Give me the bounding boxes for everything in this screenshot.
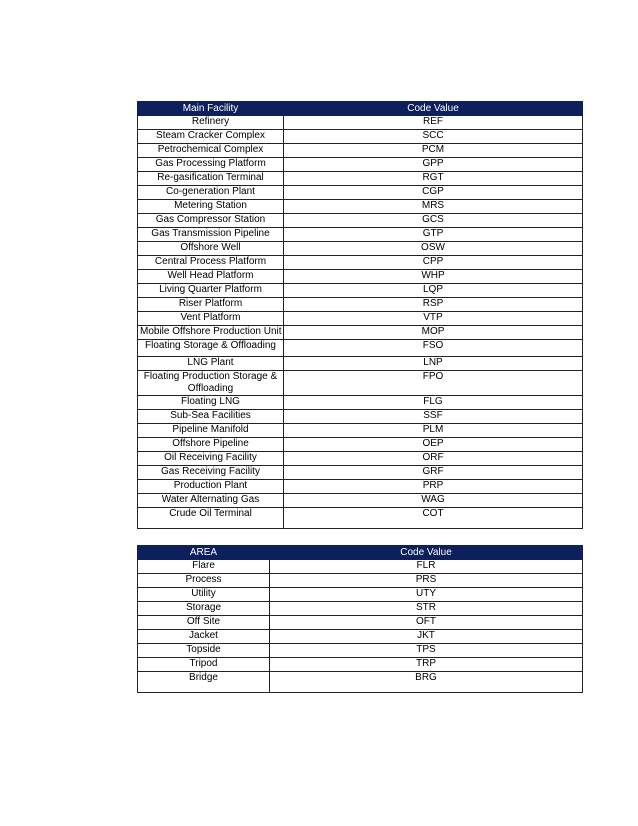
table-row [138, 298, 583, 312]
code-value-cell: OEP [284, 438, 583, 452]
code-value-cell: OSW [284, 242, 583, 256]
facility-name-cell: Riser Platform [138, 298, 284, 312]
column-header-code-value: Code Value [284, 102, 583, 116]
column-header-area: AREA [138, 546, 270, 560]
facility-name-cell: Steam Cracker Complex [138, 130, 284, 144]
facility-name-cell: Floating Storage & Offloading [138, 340, 284, 357]
code-value-cell: FSO [284, 340, 583, 357]
facility-name-cell: Refinery [138, 116, 284, 130]
code-value-cell: GTP [284, 228, 583, 242]
code-value-cell: REF [284, 116, 583, 130]
facility-name-cell: Gas Transmission Pipeline [138, 228, 284, 242]
area-name-cell: Bridge [138, 672, 270, 693]
table-row [138, 144, 583, 158]
table-row [138, 270, 583, 284]
facility-name-cell: Well Head Platform [138, 270, 284, 284]
code-value-cell: WHP [284, 270, 583, 284]
area-name-cell: Utility [138, 588, 270, 602]
area-name-cell: Topside [138, 644, 270, 658]
table-row [138, 357, 583, 371]
table-row [138, 242, 583, 256]
code-value-cell: TPS [270, 644, 583, 658]
code-value-cell: FLR [270, 560, 583, 574]
code-value-cell: FLG [284, 396, 583, 410]
facility-name-cell: Living Quarter Platform [138, 284, 284, 298]
table-row [138, 672, 583, 693]
area-name-cell: Process [138, 574, 270, 588]
code-value-cell: COT [284, 508, 583, 529]
area-name-cell: Storage [138, 602, 270, 616]
code-value-cell: ORF [284, 452, 583, 466]
facility-name-cell: Gas Receiving Facility [138, 466, 284, 480]
facility-name-cell: Production Plant [138, 480, 284, 494]
table-row [138, 644, 583, 658]
area-code-table [137, 545, 583, 693]
table-row [138, 588, 583, 602]
table-header-row [138, 546, 583, 560]
code-value-cell: PRS [270, 574, 583, 588]
code-value-cell: TRP [270, 658, 583, 672]
code-value-cell: STR [270, 602, 583, 616]
table-row [138, 284, 583, 298]
table-row [138, 494, 583, 508]
code-value-cell: WAG [284, 494, 583, 508]
facility-name-cell: Offshore Well [138, 242, 284, 256]
facility-name-cell: Vent Platform [138, 312, 284, 326]
area-name-cell: Tripod [138, 658, 270, 672]
code-value-cell: CGP [284, 186, 583, 200]
table-row [138, 480, 583, 494]
code-value-cell: PCM [284, 144, 583, 158]
code-value-cell: MRS [284, 200, 583, 214]
table-row [138, 326, 583, 340]
table-row [138, 256, 583, 270]
table-row [138, 371, 583, 396]
table-row [138, 172, 583, 186]
code-value-cell: PLM [284, 424, 583, 438]
code-value-cell: OFT [270, 616, 583, 630]
table-row [138, 116, 583, 130]
column-header-main-facility: Main Facility [138, 102, 284, 116]
code-value-cell: GCS [284, 214, 583, 228]
table-row [138, 200, 583, 214]
area-name-cell: Jacket [138, 630, 270, 644]
table-row [138, 508, 583, 529]
code-value-cell: SCC [284, 130, 583, 144]
facility-name-cell: Re-gasification Terminal [138, 172, 284, 186]
facility-name-cell: Floating LNG [138, 396, 284, 410]
table-row [138, 228, 583, 242]
facility-name-cell: Metering Station [138, 200, 284, 214]
facility-name-cell: Central Process Platform [138, 256, 284, 270]
code-value-cell: LQP [284, 284, 583, 298]
table-row [138, 630, 583, 644]
table-row [138, 438, 583, 452]
facility-name-cell: Gas Processing Platform [138, 158, 284, 172]
facility-name-cell: Gas Compressor Station [138, 214, 284, 228]
table-row [138, 560, 583, 574]
table-row [138, 214, 583, 228]
code-value-cell: CPP [284, 256, 583, 270]
facility-name-cell: Pipeline Manifold [138, 424, 284, 438]
code-value-cell: UTY [270, 588, 583, 602]
facility-name-cell: Offshore Pipeline [138, 438, 284, 452]
code-value-cell: JKT [270, 630, 583, 644]
column-header-code-value: Code Value [270, 546, 583, 560]
table-row [138, 424, 583, 438]
code-value-cell: VTP [284, 312, 583, 326]
facility-name-cell: Oil Receiving Facility [138, 452, 284, 466]
code-value-cell: BRG [270, 672, 583, 693]
facility-name-cell: LNG Plant [138, 357, 284, 371]
table-row [138, 158, 583, 172]
code-value-cell: GRF [284, 466, 583, 480]
table-row [138, 616, 583, 630]
code-value-cell: LNP [284, 357, 583, 371]
facility-name-cell: Water Alternating Gas [138, 494, 284, 508]
facility-name-cell: Petrochemical Complex [138, 144, 284, 158]
code-value-cell: RGT [284, 172, 583, 186]
code-value-cell: RSP [284, 298, 583, 312]
table-header-row [138, 102, 583, 116]
facility-name-cell: Floating Production Storage & Offloading [138, 371, 284, 396]
table-row [138, 410, 583, 424]
code-value-cell: FPO [284, 371, 583, 396]
code-value-cell: SSF [284, 410, 583, 424]
code-value-cell: GPP [284, 158, 583, 172]
facility-name-cell: Co-generation Plant [138, 186, 284, 200]
table-row [138, 466, 583, 480]
table-row [138, 602, 583, 616]
table-row [138, 396, 583, 410]
facility-name-cell: Mobile Offshore Production Unit [138, 326, 284, 340]
facility-name-cell: Sub-Sea Facilities [138, 410, 284, 424]
code-value-cell: PRP [284, 480, 583, 494]
table-row [138, 340, 583, 357]
table-row [138, 312, 583, 326]
table-row [138, 130, 583, 144]
table-row [138, 186, 583, 200]
area-name-cell: Off Site [138, 616, 270, 630]
facility-name-cell: Crude Oil Terminal [138, 508, 284, 529]
table-row [138, 658, 583, 672]
main-facility-code-table [137, 101, 583, 529]
code-value-cell: MOP [284, 326, 583, 340]
table-row [138, 452, 583, 466]
area-name-cell: Flare [138, 560, 270, 574]
table-row [138, 574, 583, 588]
